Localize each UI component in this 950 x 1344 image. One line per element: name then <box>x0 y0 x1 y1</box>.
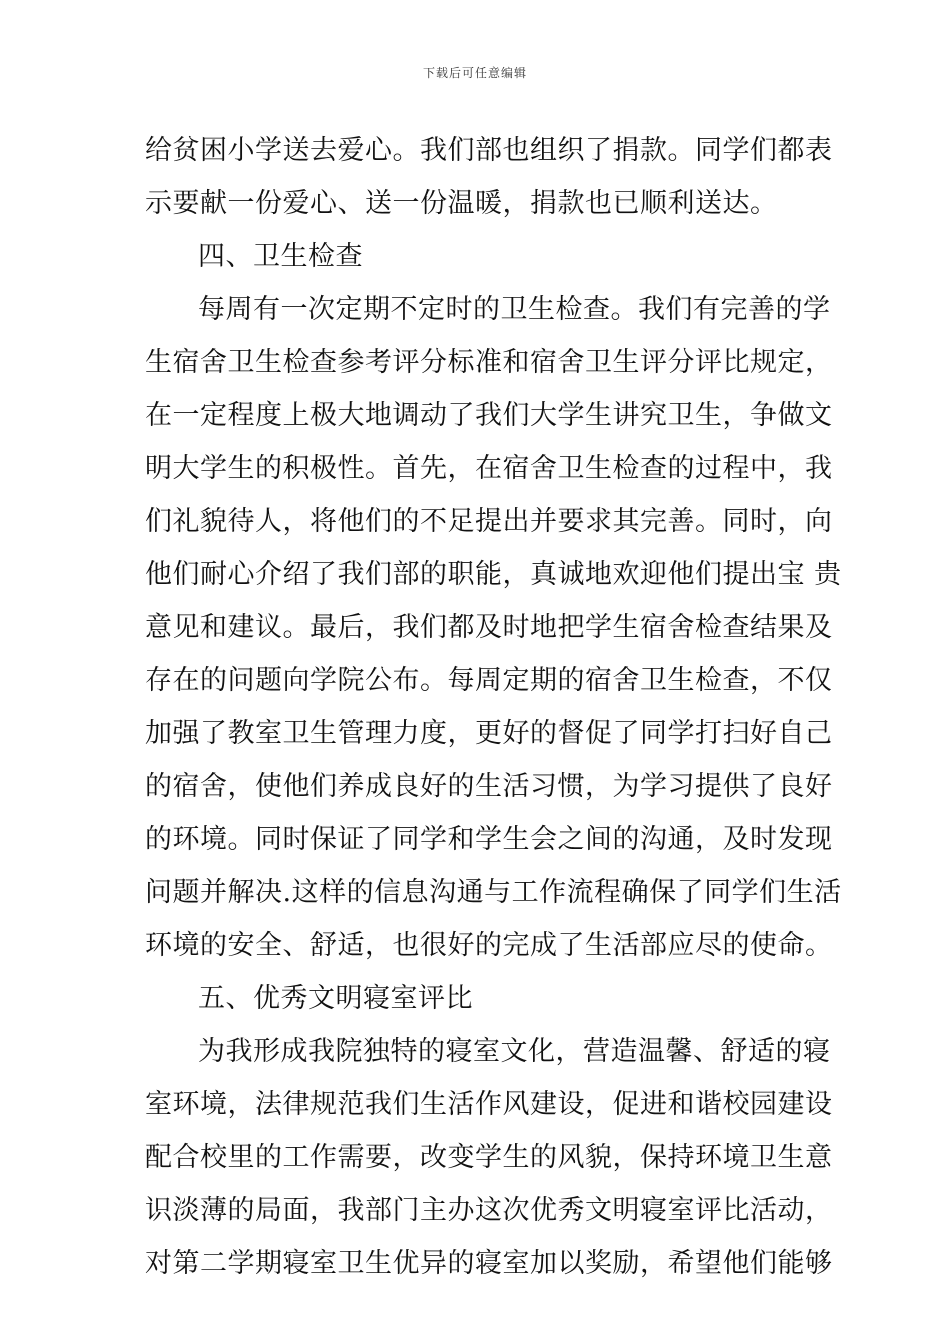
body-line: 为我形成我院独特的寝室文化，营造温馨、舒适的寝 <box>198 1036 831 1067</box>
body-line: 的环境。同时保证了同学和学生会之间的沟通，及时发现 <box>145 824 833 855</box>
body-line: 示要献一份爱心、送一份温暖，捐款也已顺利送达。 <box>145 188 778 219</box>
body-line: 对第二学期寝室卫生优异的寝室加以奖励，希望他们能够 <box>145 1248 833 1279</box>
section-heading-hygiene-check: 四、卫生检查 <box>198 241 363 272</box>
body-line: 加强了教室卫生管理力度，更好的督促了同学打扫好自己 <box>145 718 833 749</box>
body-line: 意见和建议。最后，我们都及时地把学生宿舍检查结果及 <box>145 612 833 643</box>
body-line: 的宿舍，使他们养成良好的生活习惯，为学习提供了良好 <box>145 771 833 802</box>
page-header-note: 下载后可任意编辑 <box>422 66 527 80</box>
body-line: 环境的安全、舒适，也很好的完成了生活部应尽的使命。 <box>145 930 833 961</box>
body-line: 在一定程度上极大地调动了我们大学生讲究卫生，争做文 <box>145 400 833 431</box>
body-line: 们礼貌待人，将他们的不足提出并要求其完善。同时，向 <box>145 506 833 537</box>
body-line: 明大学生的积极性。首先，在宿舍卫生检查的过程中，我 <box>145 453 833 484</box>
body-line: 识淡薄的局面，我部门主办这次优秀文明寝室评比活动， <box>145 1195 833 1226</box>
body-line: 问题并解决.这样的信息沟通与工作流程确保了同学们生活 <box>145 877 842 908</box>
section-heading-dorm-award: 五、优秀文明寝室评比 <box>198 983 473 1014</box>
body-line: 生宿舍卫生检查参考评分标准和宿舍卫生评分评比规定， <box>145 347 833 378</box>
body-line: 存在的问题向学院公布。每周定期的宿舍卫生检查，不仅 <box>145 665 833 696</box>
body-line: 配合校里的工作需要，改变学生的风貌，保持环境卫生意 <box>145 1142 833 1173</box>
body-line: 室环境，法律规范我们生活作风建设，促进和谐校园建设 <box>145 1089 833 1120</box>
body-line: 每周有一次定期不定时的卫生检查。我们有完善的学 <box>198 294 831 325</box>
body-line: 他们耐心介绍了我们部的职能，真诚地欢迎他们提出宝 贵 <box>145 559 842 590</box>
body-line: 给贫困小学送去爱心。我们部也组织了捐款。同学们都表 <box>145 135 833 166</box>
document-body <box>145 124 842 1290</box>
